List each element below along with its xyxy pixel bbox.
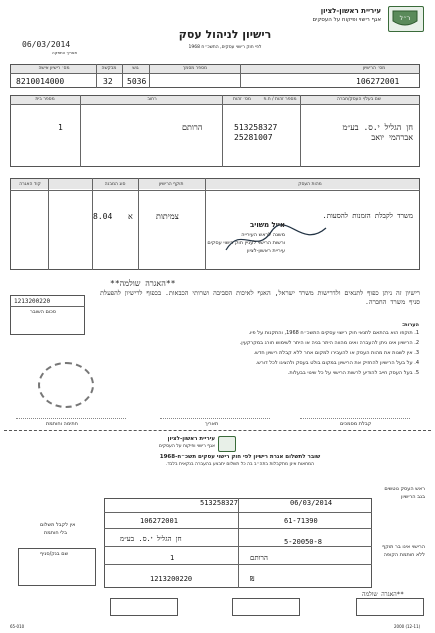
header-license-wife: מס׳ רישיון אישה	[38, 66, 70, 71]
header-id-company: מספר זהות / ח.פ	[263, 97, 297, 102]
header-building-type: סוג המבנה	[104, 182, 126, 187]
company-id: 513258327	[234, 123, 278, 132]
voucher-department: אגף רישוי ופיקוח על העסקים	[158, 444, 215, 449]
voucher-owner: חן הגליל י.ס. בע״מ	[120, 535, 182, 543]
issue-date-label: תאריך התפקה	[52, 50, 78, 55]
business-table	[10, 178, 420, 270]
permit-number: 106272001	[356, 77, 400, 86]
header-fee-code: קוד האגרה	[19, 182, 41, 187]
header-street: רחוב	[147, 97, 157, 102]
receipt-label: סכום השובר	[30, 309, 57, 315]
voucher-left-label: אין לקבל תשלום	[40, 522, 76, 528]
house-number: 1	[58, 123, 63, 132]
header-business-essence: מהות העסק	[298, 182, 322, 187]
voucher-code-1: 61-71390	[284, 517, 318, 525]
voucher-fee-paid: **האגרה שולמה	[362, 591, 404, 598]
documents-label: קבלת מסמכים	[340, 421, 372, 427]
city-logo	[388, 6, 424, 32]
permit-number-left: 8210014000	[16, 77, 65, 86]
notes-title: הערות:	[402, 322, 419, 328]
header-gush: גוש	[132, 66, 139, 71]
voucher-bottom-box	[356, 598, 424, 616]
voucher-right-label: הרישוי אינו בר תוקף	[382, 544, 425, 550]
owner-name-company: חן הגליל י.ס. בע״מ	[342, 123, 413, 132]
voucher-amount: 1213200220	[150, 575, 193, 583]
voucher-note: המחאות אינן מתקבלות בתה״ב בה כל תשלום יתבצע בהעברה בנקאית בלבד.	[165, 462, 315, 467]
document-subtitle: לפי חוק רישוי עסקים, התשכ״ח 1968	[188, 45, 262, 50]
voucher-footer-left: 65-010	[10, 624, 25, 629]
fee-letter: א	[128, 212, 133, 221]
header-validity: תוקף הרישיון	[158, 182, 184, 187]
voucher-city: עיריית ראשון-לציון	[167, 436, 215, 442]
voucher-bank-label: שם בנק/סניף	[40, 551, 69, 557]
cut-line	[4, 430, 431, 431]
voucher-date: 06/03/2014	[290, 499, 333, 507]
voucher-street: הרותם	[250, 554, 268, 562]
signer-role: משנה לראש העירייה	[241, 232, 285, 238]
header-id: מס׳ זהות	[233, 97, 251, 102]
header-house-number: מספר בית	[35, 97, 55, 102]
business-essence: משרד לקבלת הזמנות להסעות.	[322, 212, 413, 220]
signer-city: עיריית ראשון-לציון	[246, 248, 285, 254]
note-line: 5. בעל העסק חייב להודיע לרשות הרישוי על כל שינוי בבעלות.	[287, 370, 419, 376]
voucher-city-logo	[218, 436, 236, 452]
header-permit-no: מס׳ הרישיון	[362, 66, 386, 71]
personal-id: 25281007	[234, 133, 273, 142]
voucher-currency: ₪	[250, 575, 255, 583]
department-name: אגף רישוי ופיקוח על העסקים	[312, 17, 381, 23]
helka-value: 5036	[127, 77, 147, 86]
license-notice: רישיון זה ניתן כפוף לתנאים ולדרישות משרד ישראל, האגף לאיכות הסביבה ושרותי הכבאות. בכפוף לרישיון להפעלת סניף משרד החברה.	[100, 289, 420, 306]
voucher-left-label: בלי חותמת	[44, 530, 68, 536]
header-document-no: מספר מסמך	[182, 66, 208, 71]
header-owner-name: שם בעל/י העסק/חברה	[337, 97, 381, 102]
issue-date: 06/03/2014	[22, 40, 71, 49]
date-label: תאריך	[205, 421, 219, 427]
fee-code: 8.04	[93, 212, 113, 221]
header-request: מבקשה	[101, 66, 117, 71]
gush-value: 32	[103, 77, 113, 86]
voucher-title: שובר לתשלום אגרת רישיון לפי חוק רישוי עסקים תשכ״ח-1968	[159, 454, 321, 460]
voucher-right-label: ללא חותמת הקופה	[383, 552, 425, 558]
note-line: 2. הרישיון אינו ניתן להעברה ואינו מהווה היתר בניה או היתר לשימוש חורג במקרקעין.	[239, 340, 419, 346]
official-stamp	[38, 362, 94, 408]
svg-text:ר״ל: ר״ל	[399, 15, 411, 22]
fee-paid-line: **האגרה שולמה**	[110, 279, 176, 288]
voucher-footer-right: 2000 (12-11)	[394, 624, 421, 629]
document-title: רישיון לניהול עסק	[178, 28, 272, 41]
voucher-house-number: 1	[170, 554, 175, 562]
signer-authority: ורשות הרישוי לעניין חוק רישוי עסקים	[207, 240, 285, 246]
city-name: עיריית ראשון-לציון	[320, 7, 381, 15]
street-name: הרותם	[182, 123, 203, 132]
signer-name: אייל משויב	[250, 221, 285, 229]
note-line: 4. על בעל הרישיון להחזיק את הרישיון במקום בולט בעסק ולהציגו לכל דורש.	[255, 360, 419, 366]
voucher-right-label: ראש העסק נוטשים	[384, 486, 425, 492]
signature-stamp-label: חתימה וחותמת	[46, 421, 78, 427]
voucher-code-2: 5-20050-8	[284, 538, 322, 546]
voucher-permit-number: 106272001	[140, 517, 178, 525]
voucher-id: 513258327	[200, 499, 238, 507]
notes-list	[99, 330, 419, 380]
validity-value: צמיתות	[156, 212, 179, 221]
receipt-number: 1213200220	[14, 298, 51, 305]
note-line: 3. אין לשנות את מהות העסק או להעבירו למקום אחר ללא קבלת רישיון חדש.	[253, 350, 419, 356]
voucher-bottom-box	[110, 598, 178, 616]
owner-name-person: אברהמי יואב	[371, 133, 413, 142]
note-line: 1. תוקפו הוא בהתאם לתנאי חוק רישוי עסקים התשכ״ח 1968, והתקנות על פיו.	[248, 330, 419, 336]
voucher-bottom-box	[232, 598, 300, 616]
voucher-right-label: בגב הרישיון	[400, 494, 425, 500]
